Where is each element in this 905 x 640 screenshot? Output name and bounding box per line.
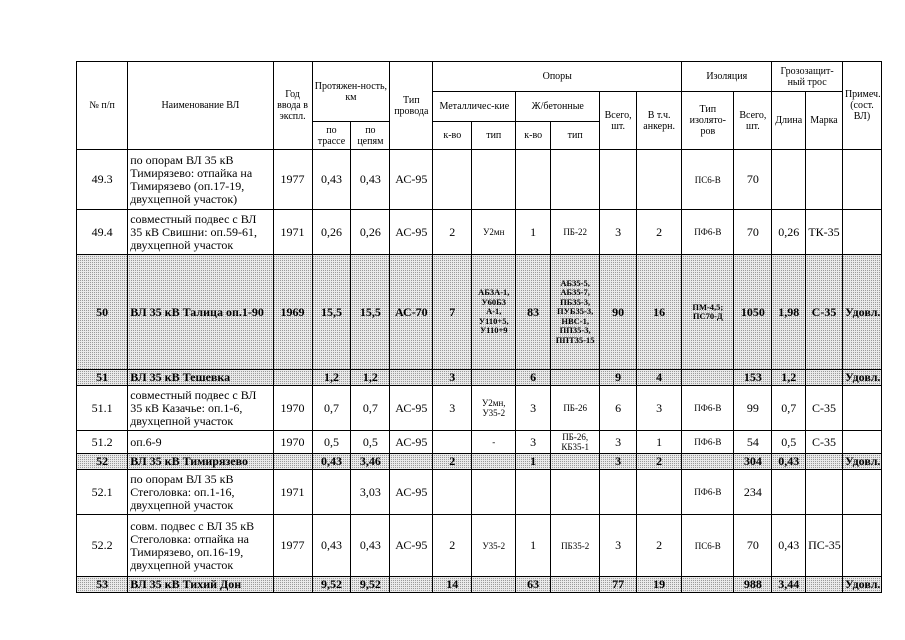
table-row (77, 515, 882, 577)
header-metal-type: тип (472, 122, 516, 150)
cell-len-circ: 0,43 (351, 515, 390, 577)
cell-cable-brand: С-35 (806, 431, 843, 454)
cell-c-qty: 1 (516, 454, 551, 470)
cell-note (842, 470, 881, 515)
cell-cable-brand (806, 577, 843, 593)
header-insulation: Изоляция (682, 62, 772, 92)
cell-ins-type: ПФ6-В (682, 470, 734, 515)
cell-ins-total: 304 (734, 454, 772, 470)
cell-c-qty: 83 (516, 255, 551, 370)
cell-ins-total: 99 (734, 386, 772, 431)
cell-m-qty (433, 470, 472, 515)
cell-total: 6 (600, 386, 637, 431)
cell-ins-type: ПФ6-В (682, 431, 734, 454)
header-supports: Опоры (433, 62, 682, 92)
header-note: Примеч. (сост. ВЛ) (842, 62, 881, 150)
cell-ins-type: ПФ6-В (682, 210, 734, 255)
header-concrete: Ж/бетонные (516, 92, 600, 122)
header-length-circuits: по цепям (351, 122, 390, 150)
cell-len-route: 0,43 (312, 454, 351, 470)
cell-num: 52.2 (77, 515, 128, 577)
cell-name: ВЛ 35 кВ Талица оп.1-90 (128, 255, 273, 370)
cell-len-route: 0,7 (312, 386, 351, 431)
cell-m-qty: 3 (433, 386, 472, 431)
header-concrete-type: тип (551, 122, 600, 150)
table-body (77, 62, 882, 593)
cell-total (600, 150, 637, 210)
cell-wire: АС-95 (390, 150, 433, 210)
cell-c-type (551, 577, 600, 593)
cell-c-type (551, 370, 600, 386)
cell-name: ВЛ 35 кВ Тихий Дон (128, 577, 273, 593)
cell-total: 9 (600, 370, 637, 386)
cell-num: 52 (77, 454, 128, 470)
cell-m-qty: 7 (433, 255, 472, 370)
cell-c-qty: 3 (516, 431, 551, 454)
header-cable: Грозозащит-ный трос (772, 62, 843, 92)
cell-c-qty (516, 150, 551, 210)
cell-num: 53 (77, 577, 128, 593)
cell-m-type (472, 370, 516, 386)
cell-name: по опорам ВЛ 35 кВ Стеголовка: оп.1-16, двухцепной участок (128, 470, 273, 515)
table-row (77, 431, 882, 454)
cell-cable-len: 0,5 (772, 431, 806, 454)
cell-anchor: 2 (637, 210, 682, 255)
cell-wire: АС-95 (390, 386, 433, 431)
cell-wire (390, 577, 433, 593)
table-row (77, 470, 882, 515)
cell-note: Удовл. (842, 255, 881, 370)
cell-len-circ: 15,5 (351, 255, 390, 370)
cell-ins-type (682, 454, 734, 470)
cell-cable-len: 0,43 (772, 454, 806, 470)
cell-wire: АС-95 (390, 210, 433, 255)
header-cable-brand: Марка (806, 92, 843, 150)
cell-cable-len: 1,2 (772, 370, 806, 386)
cell-total: 3 (600, 210, 637, 255)
cell-note: Удовл. (842, 370, 881, 386)
cell-m-type: У35-2 (472, 515, 516, 577)
cell-len-circ: 0,7 (351, 386, 390, 431)
cell-m-qty: 14 (433, 577, 472, 593)
cell-cable-brand (806, 454, 843, 470)
header-length: Протяжен-ность, км (312, 62, 390, 122)
cell-name: совместный подвес с ВЛ 35 кВ Казачье: оп.1-6, двухцепной участок (128, 386, 273, 431)
cell-cable-len: 0,7 (772, 386, 806, 431)
cell-c-qty: 1 (516, 210, 551, 255)
cell-ins-total: 153 (734, 370, 772, 386)
cell-wire (390, 454, 433, 470)
cell-m-qty (433, 431, 472, 454)
cell-num: 51.1 (77, 386, 128, 431)
cell-wire: АС-95 (390, 515, 433, 577)
cell-anchor: 2 (637, 454, 682, 470)
header-metal: Металличес-кие (433, 92, 516, 122)
cell-wire: АС-95 (390, 431, 433, 454)
cell-cable-brand: ТК-35 (806, 210, 843, 255)
cell-c-type (551, 470, 600, 515)
cell-ins-total: 70 (734, 150, 772, 210)
cell-note (842, 210, 881, 255)
cell-m-qty: 2 (433, 454, 472, 470)
cell-cable-len: 0,43 (772, 515, 806, 577)
cell-ins-type (682, 577, 734, 593)
cell-c-type: ПБ-22 (551, 210, 600, 255)
cell-ins-total: 70 (734, 210, 772, 255)
header-ins-type: Тип изолято-ров (682, 92, 734, 150)
cell-len-circ: 1,2 (351, 370, 390, 386)
cell-year: 1969 (273, 255, 312, 370)
cell-note (842, 515, 881, 577)
table-row (77, 454, 882, 470)
cell-cable-len: 3,44 (772, 577, 806, 593)
cell-m-qty: 2 (433, 515, 472, 577)
cell-len-route: 0,43 (312, 515, 351, 577)
power-lines-table (76, 61, 882, 593)
cell-m-type (472, 577, 516, 593)
cell-len-route: 9,52 (312, 577, 351, 593)
cell-c-qty: 63 (516, 577, 551, 593)
cell-m-qty: 3 (433, 370, 472, 386)
cell-year: 1971 (273, 210, 312, 255)
cell-len-route: 0,26 (312, 210, 351, 255)
cell-c-qty: 1 (516, 515, 551, 577)
cell-year: 1977 (273, 515, 312, 577)
header-cable-len: Длина (772, 92, 806, 150)
cell-ins-type: ПС6-В (682, 150, 734, 210)
header-row-1 (77, 62, 882, 92)
cell-cable-brand (806, 470, 843, 515)
cell-total: 90 (600, 255, 637, 370)
cell-anchor: 19 (637, 577, 682, 593)
cell-year (273, 370, 312, 386)
cell-c-type (551, 454, 600, 470)
cell-m-type: У2мн, У35-2 (472, 386, 516, 431)
cell-m-type: У2мн (472, 210, 516, 255)
cell-m-type: - (472, 431, 516, 454)
table-row (77, 150, 882, 210)
header-year: Год ввода в экспл. (273, 62, 312, 150)
table-row (77, 255, 882, 370)
cell-note (842, 431, 881, 454)
cell-anchor: 16 (637, 255, 682, 370)
cell-num: 50 (77, 255, 128, 370)
header-total-pcs: Всего, шт. (600, 92, 637, 150)
cell-anchor: 1 (637, 431, 682, 454)
cell-len-circ: 9,52 (351, 577, 390, 593)
lines-table-sheet (76, 61, 882, 593)
cell-len-route: 1,2 (312, 370, 351, 386)
header-ins-total: Всего, шт. (734, 92, 772, 150)
cell-cable-len: 1,98 (772, 255, 806, 370)
cell-c-type (551, 150, 600, 210)
header-num: № п/п (77, 62, 128, 150)
cell-note (842, 150, 881, 210)
cell-ins-total: 1050 (734, 255, 772, 370)
cell-year: 1977 (273, 150, 312, 210)
cell-len-circ: 3,03 (351, 470, 390, 515)
cell-len-circ: 0,26 (351, 210, 390, 255)
cell-name: оп.6-9 (128, 431, 273, 454)
header-metal-qty: к-во (433, 122, 472, 150)
cell-total: 3 (600, 431, 637, 454)
cell-num: 52.1 (77, 470, 128, 515)
cell-cable-brand (806, 370, 843, 386)
cell-total: 77 (600, 577, 637, 593)
cell-cable-len (772, 470, 806, 515)
cell-wire: АС-70 (390, 255, 433, 370)
header-wire: Тип провода (390, 62, 433, 150)
cell-len-route: 0,5 (312, 431, 351, 454)
cell-num: 49.3 (77, 150, 128, 210)
cell-total (600, 470, 637, 515)
cell-anchor (637, 150, 682, 210)
cell-name: ВЛ 35 кВ Тешевка (128, 370, 273, 386)
cell-m-type (472, 150, 516, 210)
cell-name: ВЛ 35 кВ Тимирязево (128, 454, 273, 470)
cell-anchor (637, 470, 682, 515)
cell-m-type (472, 470, 516, 515)
header-name: Наименование ВЛ (128, 62, 273, 150)
cell-c-qty: 3 (516, 386, 551, 431)
table-row (77, 577, 882, 593)
cell-ins-type: ПФ6-В (682, 386, 734, 431)
table-row (77, 210, 882, 255)
cell-m-type (472, 454, 516, 470)
cell-num: 51.2 (77, 431, 128, 454)
cell-num: 51 (77, 370, 128, 386)
cell-ins-total: 988 (734, 577, 772, 593)
cell-cable-len (772, 150, 806, 210)
cell-len-circ: 3,46 (351, 454, 390, 470)
cell-ins-type (682, 370, 734, 386)
header-anchor: В т.ч. анкерн. (637, 92, 682, 150)
cell-c-type: ПБ35-2 (551, 515, 600, 577)
cell-ins-type: ПМ-4,5; ПС70-Д (682, 255, 734, 370)
cell-name: совм. подвес с ВЛ 35 кВ Стеголовка: отпайка на Тимирязево, оп.16-19, двухцепной участок (128, 515, 273, 577)
cell-m-type: АБ3А-1, У60Б3 А-1, У110+5, У110+9 (472, 255, 516, 370)
cell-c-type: АБ35-5, АБ35-7, ПБ35-3, ПУБ35-3, НВС-1, ПП35-3, ППТ35-15 (551, 255, 600, 370)
cell-anchor: 3 (637, 386, 682, 431)
cell-ins-type: ПС6-В (682, 515, 734, 577)
cell-c-type: ПБ-26, КБ35-1 (551, 431, 600, 454)
cell-year: 1971 (273, 470, 312, 515)
cell-wire (390, 370, 433, 386)
cell-note: Удовл. (842, 577, 881, 593)
cell-len-route (312, 470, 351, 515)
cell-c-type: ПБ-26 (551, 386, 600, 431)
cell-c-qty: 6 (516, 370, 551, 386)
cell-cable-len: 0,26 (772, 210, 806, 255)
cell-ins-total: 234 (734, 470, 772, 515)
cell-len-circ: 0,5 (351, 431, 390, 454)
header-concrete-qty: к-во (516, 122, 551, 150)
cell-ins-total: 70 (734, 515, 772, 577)
cell-m-qty (433, 150, 472, 210)
cell-year: 1970 (273, 431, 312, 454)
cell-len-route: 15,5 (312, 255, 351, 370)
cell-year: 1970 (273, 386, 312, 431)
table-row (77, 370, 882, 386)
header-length-route: по трассе (312, 122, 351, 150)
cell-year (273, 577, 312, 593)
cell-num: 49.4 (77, 210, 128, 255)
cell-cable-brand: С-35 (806, 386, 843, 431)
cell-total: 3 (600, 454, 637, 470)
cell-cable-brand: С-35 (806, 255, 843, 370)
cell-c-qty (516, 470, 551, 515)
cell-len-route: 0,43 (312, 150, 351, 210)
cell-len-circ: 0,43 (351, 150, 390, 210)
cell-note (842, 386, 881, 431)
cell-total: 3 (600, 515, 637, 577)
cell-name: по опорам ВЛ 35 кВ Тимирязево: отпайка на Тимирязево (оп.17-19, двухцепной участок) (128, 150, 273, 210)
cell-cable-brand: ПС-35 (806, 515, 843, 577)
table-row (77, 386, 882, 431)
cell-anchor: 4 (637, 370, 682, 386)
cell-note: Удовл. (842, 454, 881, 470)
cell-m-qty: 2 (433, 210, 472, 255)
cell-year (273, 454, 312, 470)
cell-cable-brand (806, 150, 843, 210)
cell-wire: АС-95 (390, 470, 433, 515)
cell-ins-total: 54 (734, 431, 772, 454)
cell-anchor: 2 (637, 515, 682, 577)
cell-name: совместный подвес с ВЛ 35 кВ Свишни: оп.59-61, двухцепной участок (128, 210, 273, 255)
